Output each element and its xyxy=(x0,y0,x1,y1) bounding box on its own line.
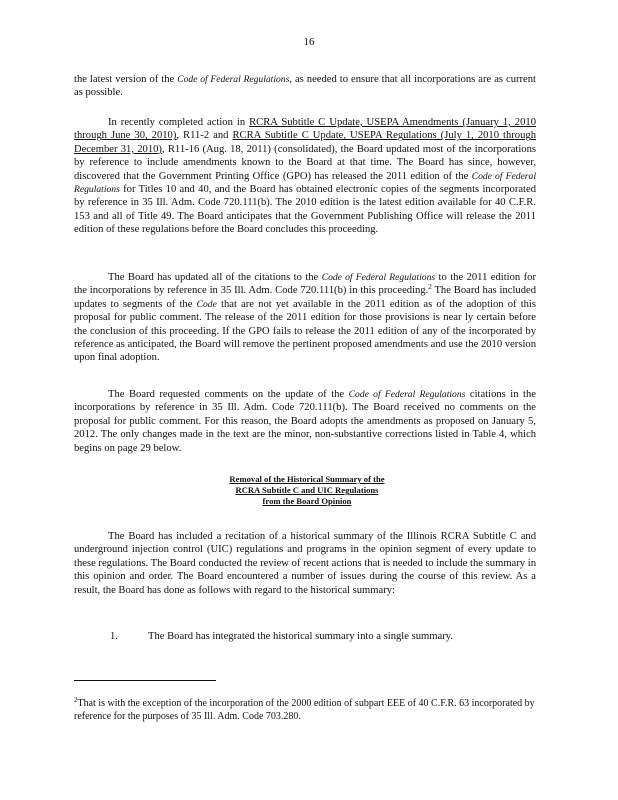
docket-reference-r11-16: RCRA Subtitle C Update, USEPA Regulations (July 1, 2010 through December 31, 2010) xyxy=(74,130,536,155)
list-item-number: 1. xyxy=(110,631,118,642)
heading-line-2: RCRA Subtitle C and UIC Regulations xyxy=(235,485,379,495)
footnote-text: That is with the exception of the incorporation of the 2000 edition of subpart EEE of 40 C.F.R. 63 incorporated by reference for the purposes of 35 Ill. Adm. Code 703.280. xyxy=(74,698,535,722)
footnote xyxy=(74,697,536,723)
cfr-title: Code of Federal Regulations xyxy=(321,272,436,283)
paragraph-recent-actions: In recently completed action in RCRA Subtitle C Update, USEPA Amendments (January 1, 2010 through June 30, 2010), R11-2 and RCRA Subtitle C Update, USEPA Regulations (July 1, 2010 through December 31, 2010), R11-16 (Aug. 18, 2011) (consolidated), the Board updated most of the incorporations by reference to include amendments known to the Board at that time. The Board has since, however, discovered that the Government Printing Office (GPO) has released the 2011 edition of the Code of Federal Regulations for Titles 10 and 40, and the Board has obtained electronic copies of the segments incorporated by reference in 35 Ill. Adm. Code 720.111(b). The 2010 edition is the latest edition available for 40 C.F.R. 153 and all of Title 49. The Board anticipates that the Government Publishing Office will release the 2011 edition of these regulations before the Board concludes this proceeding. xyxy=(74,117,537,236)
paragraph-citation-update: The Board has updated all of the citations to the Code of Federal Regulations to the 2011 edition for the incorporations by reference in 35 Ill. Adm. Code 720.111(b) in this proceeding.$^2$ The Board has included updates to segments of the Code that are not yet available in the 2011 edition as of the adoption of this proposal for public comment. The release of the 2011 edition for those provisions is near ly certain before the conclusion of this proceeding. If the GPO fails to release the 2011 edition of any of the incorporated by reference as anticipated, the Board will remove the pertinent proposed amendments and use the 2010 version upon final adoption. xyxy=(74,272,536,364)
footnote-divider xyxy=(74,680,216,681)
paragraph-intro: the latest version of the Code of Federal Regulations, as needed to ensure that all incorporations are as current as possible. xyxy=(74,74,537,99)
page-number: 16 xyxy=(303,36,315,48)
footnote-number: 2 xyxy=(74,696,78,704)
cfr-title: Code of Federal Regulations xyxy=(74,170,536,196)
cfr-title: Code of Federal Regulations xyxy=(348,389,466,400)
footnote-marker: 2 xyxy=(428,283,432,292)
list-item-text: The Board has integrated the historical summary into a single summary. xyxy=(148,631,453,642)
code-word: Code xyxy=(196,298,217,310)
heading-line-1: Removal of the Historical Summary of the xyxy=(229,474,385,484)
docket-reference-r11-2: RCRA Subtitle C Update, USEPA Amendments (January 1, 2010 through June 30, 2010) xyxy=(74,117,536,142)
cfr-title: Code of Federal Regulations xyxy=(177,74,290,85)
list-item xyxy=(110,630,540,643)
paragraph-historical-summary: The Board has included a recitation of a historical summary of the Illinois RCRA Subtitle C and underground injection control (UIC) regulations and programs in the opinion segment of every update to these regulations. The Board conducted the review of recent actions that is needed to include the summary in this opinion and order. The Board encountered a number of issues during the course of this review. As a result, the Board has done as follows with regard to the historical summary: xyxy=(74,531,536,596)
section-heading xyxy=(196,474,418,507)
heading-line-3: from the Board Opinion xyxy=(262,496,352,506)
paragraph-comments: The Board requested comments on the update of the Code of Federal Regulations citations in the incorporations by reference in 35 Ill. Adm. Code 720.111(b). The Board received no comments on the proposal for public comment. For this reason, the Board adopts the amendments as proposed on January 5, 2012. The only changes made in the text are the minor, non-substantive corrections listed in Table 4, which begins on page 29 below. xyxy=(74,389,536,454)
